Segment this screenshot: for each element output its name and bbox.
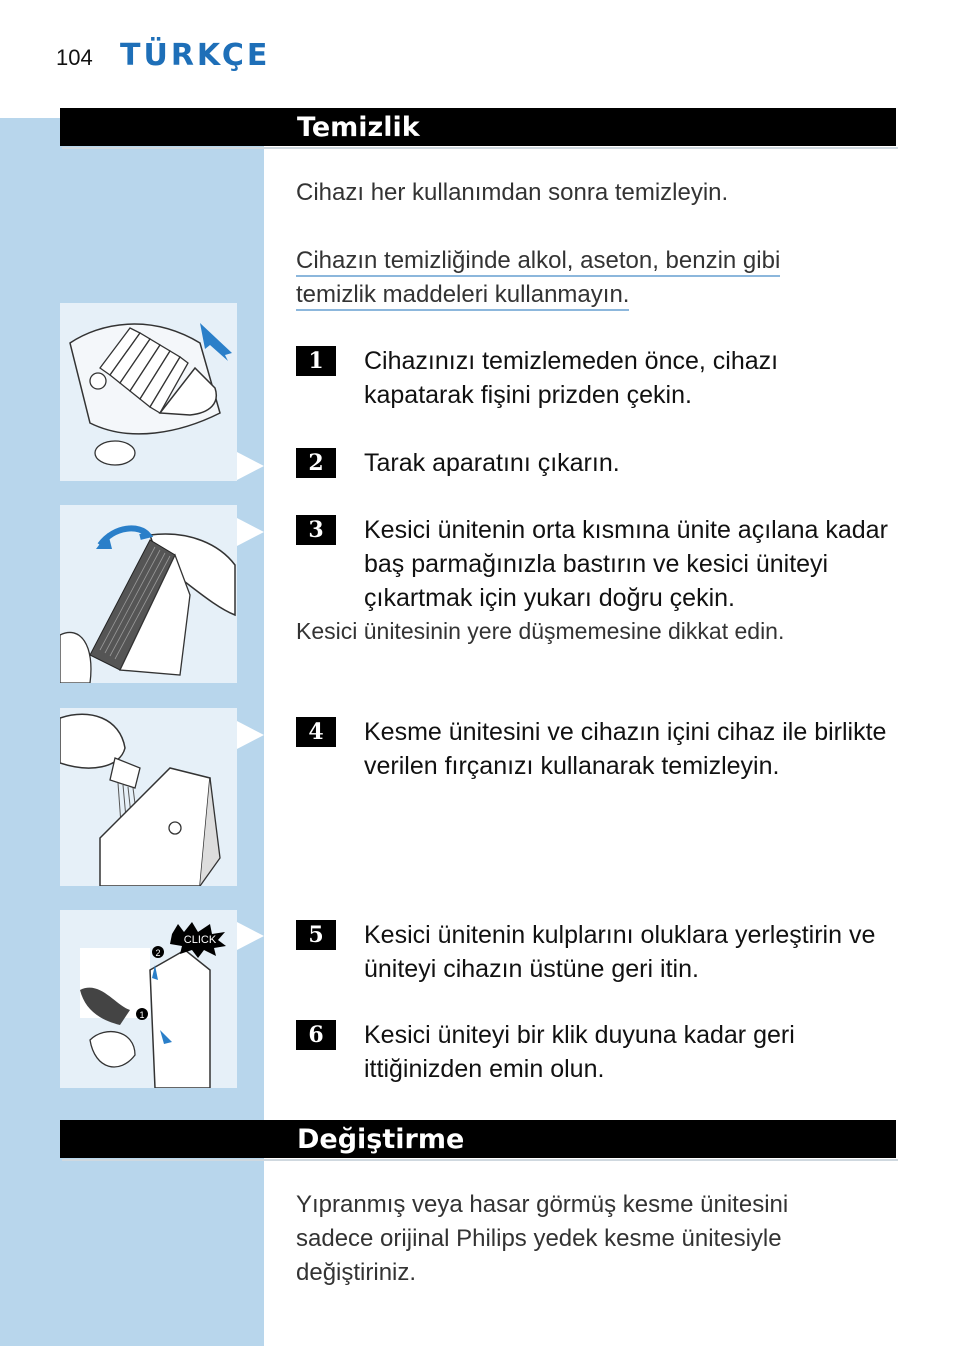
warning-line-1: Cihazın temizliğinde alkol, aseton, benzin gibi bbox=[296, 247, 780, 277]
section-title-cleaning: Temizlik bbox=[297, 112, 420, 143]
bar-shadow bbox=[62, 1159, 898, 1161]
trimmer-comb-drawing bbox=[60, 303, 237, 481]
step-text: Kesici üniteyi bir klik duyuna kadar geri ittiğinizden emin olun. bbox=[364, 1021, 795, 1083]
marker-1-label: 1 bbox=[139, 1010, 145, 1020]
section-bar-replace bbox=[60, 1120, 896, 1158]
pointer-arrow bbox=[237, 922, 264, 950]
illustration-reattach bbox=[60, 910, 237, 1088]
pointer-arrow bbox=[237, 721, 264, 749]
illustration-brush-clean bbox=[60, 708, 237, 886]
language-heading: TÜRKÇE bbox=[120, 38, 271, 73]
step-text: Kesme ünitesini ve cihazın içini cihaz ile birlikte verilen fırçanızı kullanarak temizleyin. bbox=[364, 718, 887, 780]
step-3-note: Kesici ünitesinin yere düşmemesine dikkat edin. bbox=[296, 618, 785, 644]
step-number: 1 bbox=[296, 346, 336, 376]
pointer-arrow bbox=[237, 518, 264, 546]
step-text: Tarak aparatını çıkarın. bbox=[364, 449, 620, 477]
bar-shadow bbox=[62, 147, 898, 149]
step-text: Kesici ünitenin kulplarını oluklara yerleştirin ve üniteyi cihazın üstüne geri itin. bbox=[364, 921, 876, 983]
step-number: 6 bbox=[296, 1020, 336, 1050]
warning-text bbox=[296, 244, 886, 312]
section-bar-cleaning bbox=[60, 108, 896, 146]
pointer-arrow bbox=[237, 452, 264, 480]
illustration-remove-cutter bbox=[60, 505, 237, 683]
click-label: CLICK bbox=[183, 934, 217, 946]
step-text: Cihazınızı temizlemeden önce, cihazı kapatarak fişini prizden çekin. bbox=[364, 347, 779, 409]
marker-2-label: 2 bbox=[155, 948, 161, 958]
brush-cleaning-drawing bbox=[60, 708, 237, 886]
illustration-remove-comb bbox=[60, 303, 237, 481]
cutter-removal-drawing bbox=[60, 505, 237, 683]
warning-line-2: temizlik maddeleri kullanmayın. bbox=[296, 281, 629, 311]
intro-text: Cihazı her kullanımdan sonra temizleyin. bbox=[296, 179, 729, 206]
page-number: 104 bbox=[56, 45, 93, 70]
step-number: 5 bbox=[296, 920, 336, 950]
step-number: 4 bbox=[296, 717, 336, 747]
section-title-replace: Değiştirme bbox=[297, 1124, 465, 1155]
step-number: 3 bbox=[296, 515, 336, 545]
reattach-drawing bbox=[60, 910, 237, 1088]
replace-body: Yıpranmış veya hasar görmüş kesme ünitesini sadece orijinal Philips yedek kesme ünitesiyle değiştiriniz. bbox=[296, 1191, 789, 1286]
step-text: Kesici ünitenin orta kısmına ünite açılana kadar baş parmağınızla bastırın ve kesici üniteyi çıkartmak için yukarı doğru çekin. bbox=[364, 516, 888, 612]
step-number: 2 bbox=[296, 448, 336, 478]
